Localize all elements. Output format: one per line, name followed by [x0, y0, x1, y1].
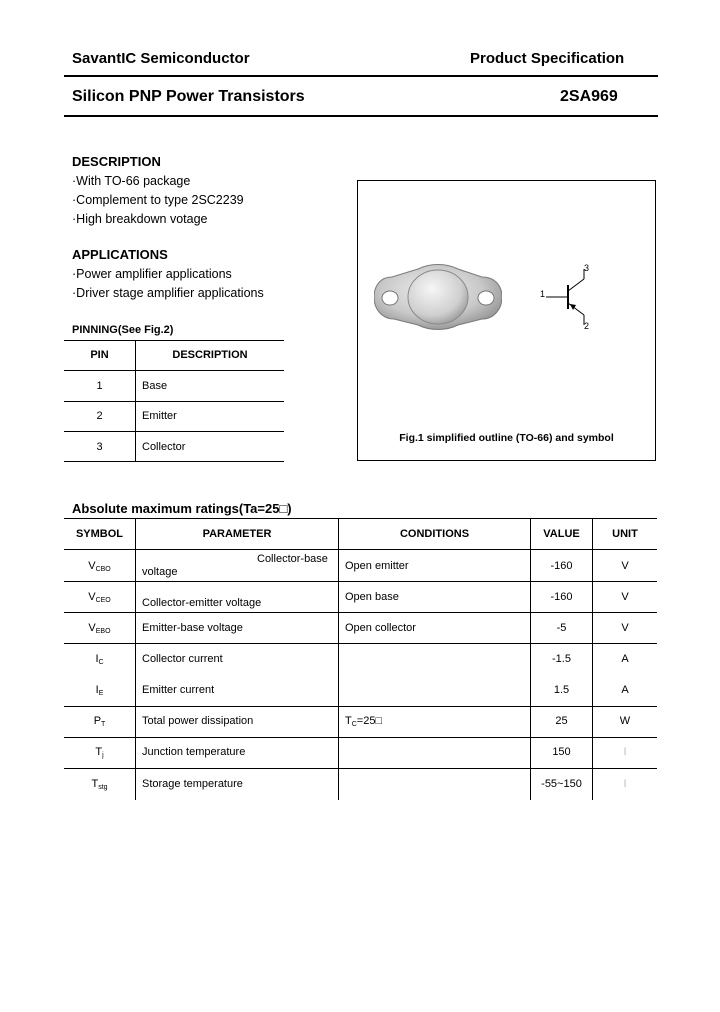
pin-number: 1 [96, 380, 103, 392]
rating-unit: A [621, 684, 629, 696]
applications-list [72, 265, 264, 303]
rating-condition: $T_C=25□$ [345, 715, 383, 728]
rating-parameter: Emitter current [142, 684, 215, 696]
rating-symbol: $V_{CEO}$ [88, 591, 111, 604]
description-item: ·Complement to type 2SC2239 [72, 193, 244, 207]
doc-type: Product Specification [470, 50, 625, 67]
rating-value: -160 [550, 560, 573, 572]
pnp-transistor-symbol-icon [536, 263, 608, 335]
rating-parameter: Total power dissipation [142, 715, 254, 727]
applications-item: ·Power amplifier applications [72, 267, 232, 281]
to66-package-icon [374, 261, 502, 333]
ratings-table [64, 518, 657, 800]
part-number: 2SA969 [560, 88, 618, 105]
header-rule-1 [64, 75, 658, 77]
rating-parameter: voltage [142, 566, 178, 578]
company-name: SavantIC Semiconductor [72, 50, 250, 67]
description-list [72, 172, 244, 229]
desc-col-header: DESCRIPTION [172, 349, 248, 361]
rating-parameter: Storage temperature [142, 778, 243, 790]
symbol-col-header: SYMBOL [75, 528, 124, 540]
header-rule-2 [64, 115, 658, 117]
description-item: ·With TO-66 package [72, 174, 191, 188]
rating-unit: W [619, 715, 631, 727]
pin-label-base: 1 [540, 289, 546, 299]
rating-value: 1.5 [553, 684, 570, 696]
product-line: Silicon PNP Power Transistors [72, 88, 305, 105]
parameter-col-header: PARAMETER [202, 528, 272, 540]
rating-value: -5 [556, 622, 567, 634]
rating-value: -55~150 [541, 778, 582, 790]
rating-unit: V [621, 591, 629, 603]
rating-unit: A [621, 653, 629, 665]
figure-box [357, 180, 656, 461]
value-col-header: VALUE [543, 528, 580, 540]
pin-description: Base [142, 380, 168, 392]
rating-symbol: $V_{EBO}$ [88, 622, 111, 635]
description-heading: DESCRIPTION [72, 154, 161, 169]
figure-caption: Fig.1 simplified outline (TO-66) and symbol [399, 432, 614, 444]
pin-label-collector: 3 [584, 263, 590, 273]
description-item: ·High breakdown votage [72, 212, 208, 226]
applications-heading: APPLICATIONS [72, 247, 168, 262]
rating-parameter: Collector current [142, 653, 223, 665]
pinning-table [64, 340, 284, 462]
unit-col-header: UNIT [612, 528, 638, 540]
rating-parameter: Emitter-base voltage [142, 622, 243, 634]
ratings-heading: Absolute maximum ratings(Ta=25□) [72, 501, 292, 516]
rating-condition: Open base [345, 591, 399, 603]
rating-value: 150 [552, 746, 571, 758]
pin-number: 3 [96, 441, 103, 453]
rating-value: -160 [550, 591, 573, 603]
pin-number: 2 [96, 410, 103, 422]
pin-description: Emitter [142, 410, 177, 422]
rating-parameter: Collector-emitter voltage [142, 597, 262, 609]
rating-symbol: $T_{stg}$ [91, 778, 108, 791]
rating-value: 25 [555, 715, 568, 727]
rating-unit: V [621, 622, 629, 634]
rating-condition: Open collector [345, 622, 416, 634]
rating-unit: V [621, 560, 629, 572]
rating-symbol: $I_E$ [95, 684, 104, 697]
rating-unit: I [623, 778, 627, 790]
rating-parameter: Collector-base [257, 553, 328, 565]
pin-description: Collector [142, 441, 186, 453]
pin-col-header: PIN [90, 349, 109, 361]
rating-symbol: $V_{CBO}$ [88, 560, 111, 573]
rating-value: -1.5 [552, 653, 571, 665]
rating-parameter: Junction temperature [142, 746, 246, 758]
rating-symbol: $P_T$ [93, 715, 106, 728]
rating-condition: Open emitter [345, 560, 409, 572]
rating-symbol: $I_C$ [95, 653, 104, 666]
pinning-heading: PINNING(See Fig.2) [72, 324, 174, 336]
rating-unit: I [623, 746, 627, 758]
applications-item: ·Driver stage amplifier applications [72, 286, 264, 300]
conditions-col-header: CONDITIONS [399, 528, 470, 540]
rating-symbol: $T_j$ [95, 746, 104, 759]
pin-label-emitter: 2 [584, 321, 590, 331]
